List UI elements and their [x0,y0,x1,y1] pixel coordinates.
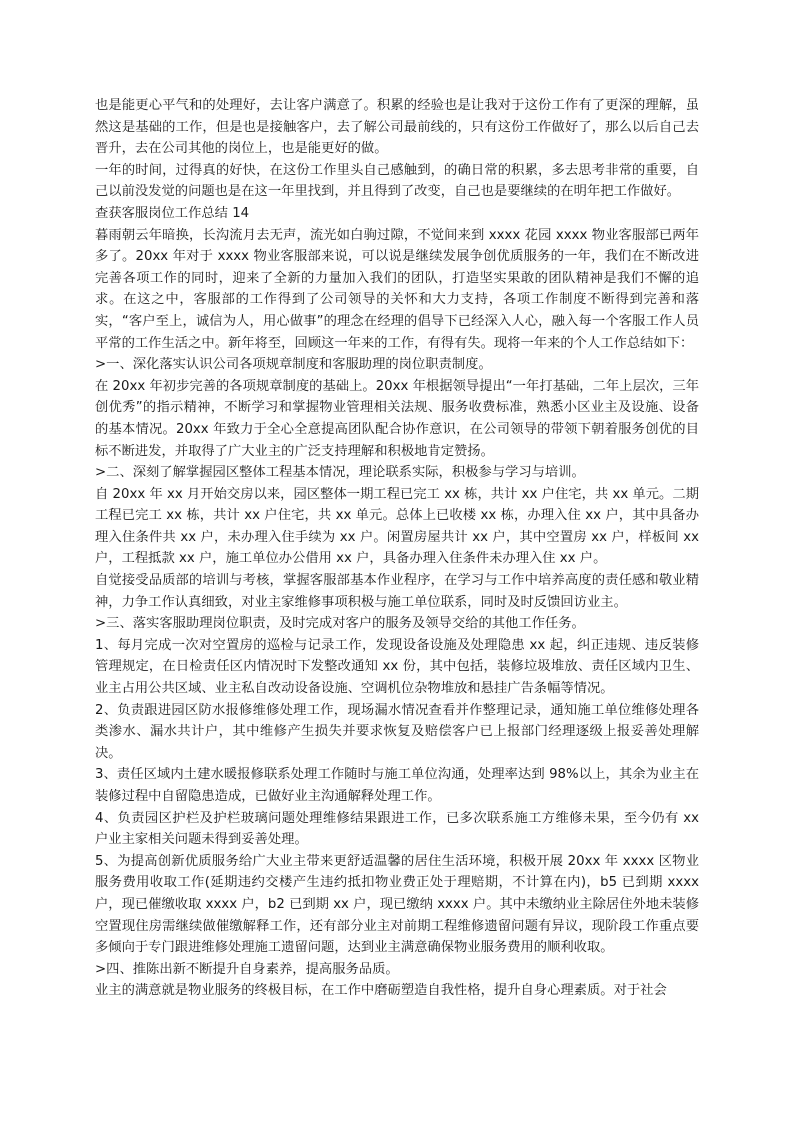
heading-part-1: >一、深化落实认识公司各项规章制度和客服助理的岗位职责制度。 [95,357,492,373]
heading-part-3: >三、落实客服助理岗位职责，及时完成对客户的服务及领导交给的其他工作任务。 [95,616,585,632]
list-item-2: 2、负责跟进园区防水报修维修处理工作，现场漏水情况查看并作整理记录，通知施工单位维修处理各类渗水、漏水共计户，其中维修产生损失并要求恢复及赔偿客户已上报部门经理逐级上报妥善处理解决。 [95,702,699,761]
list-item-4: 4、负责园区护栏及护栏玻璃问题处理维修结果跟进工作，已多次联系施工方维修未果，至今仍有 xx 户业主家相关问题未得到妥善处理。 [95,810,699,848]
list-item-5: 5、为提高创新优质服务给广大业主带来更舒适温馨的居住生活环境，积极开展 20xx 年 xxxx 区物业服务费用收取工作(延期违约交楼产生违约抵扣物业费正处于理赔期，不计算在内)，b5 已到期 xxxx 户，现已催缴收取 xxxx 户，b2 已到期 xx 户，现已缴纳 xxxx 户。其中未缴纳业主除居住外地未装修空置现住房需继续做催缴解释工作，还有部分业主对前期工程维修遗留问题有异议，现阶段工作重点要多倾向于专门跟进维修处理施工遗留问题，达到业主满意确保物业服务费用的顺利收取。 [95,853,699,956]
paragraph-2: 一年的时间，过得真的好快，在这份工作里头自己感触到，的确日常的积累，多去思考非常的重要，自己以前没发觉的问题也是在这一年里找到，并且得到了改变，自己也是要继续的在明年把工作做好。 [95,162,699,200]
paragraph-part-2a: 自 20xx 年 xx 月开始交房以来，园区整体一期工程已完工 xx 栋，共计 xx 户住宅，共 xx 单元。二期工程已完工 xx 栋，共计 xx 户住宅，共 xx 单元。总体上已收楼 xx 栋，办理入住 xx 户，其中具备办理入住条件共 xx 户，未办理入住手续为 xx 户。闲置房屋共计 xx 户，其中空置房 xx 户，样板间 xx 户，工程抵款 xx 户，施工单位办公借用 xx 户，具备办理入住条件未办理入住 xx 户。 [95,486,699,567]
heading-part-2: >二、深刻了解掌握园区整体工程基本情况，理论联系实际，积极参与学习与培训。 [95,465,585,481]
heading-part-4: >四、推陈出新不断提升自身素养，提高服务品质。 [95,961,399,977]
paragraph-part-1: 在 20xx 年初步完善的各项规章制度的基础上。20xx 年根据领导提出“一年打基础，二年上层次，三年创优秀”的指示精神，不断学习和掌握物业管理相关法规、服务收费标准，熟悉小区业主及设施、设备的基本情况。20xx 年致力于全心全意提高团队配合协作意识，在公司领导的带领下朝着服务创优的目标不断进发，并取得了广大业主的广泛支持理解和积极地肯定赞扬。 [95,378,699,459]
paragraph-intro: 暮雨朝云年暗换，长沟流月去无声，流光如白驹过隙，不觉间来到 xxxx 花园 xxxx 物业客服部已两年多了。20xx 年对于 xxxx 物业客服部来说，可以说是继续发展争创优质服务的一年，我们在不断改进完善各项工作的同时，迎来了全新的力量加入我们的团队，打造坚实果敢的团队精神是我们不懈的追求。在这之中，客服部的工作得到了公司领导的关怀和大力支持，各项工作制度不断得到完善和落实，“客户至上，诚信为人，用心做事”的理念在经理的倡导下已经深入人心，融入每一个客服工作人员平常的工作生活之中。新年将至，回顾这一年来的工作，有得有失。现将一年来的个人工作总结如下： [95,227,699,351]
section-heading: 查获客服岗位工作总结 14 [95,205,250,221]
paragraph-part-4: 业主的满意就是物业服务的终极目标，在工作中磨砺塑造自我性格，提升自身心理素质。对于社会 [95,983,667,999]
paragraph-part-2b: 自觉接受品质部的培训与考核，掌握客服部基本作业程序，在学习与工作中培养高度的责任感和敬业精神，力争工作认真细致，对业主家维修事项积极与施工单位联系，同时及时反馈回访业主。 [95,573,699,610]
list-item-3: 3、责任区域内土建水暖报修联系处理工作随时与施工单位沟通，处理率达到 98%以上，其余为业主在装修过程中自留隐患造成，已做好业主沟通解释处理工作。 [95,767,699,804]
list-item-1: 1、每月完成一次对空置房的巡检与记录工作，发现设备设施及处理隐患 xx 起，纠正违规、违反装修管理规定，在日检责任区内情况时下发整改通知 xx 份，其中包括，装修垃圾堆放、责任区域内卫生、业主占用公共区域、业主私自改动设备设施、空调机位杂物堆放和悬挂广告条幅等情况。 [95,637,699,697]
paragraph-1: 也是能更心平气和的处理好，去让客户满意了。积累的经验也是让我对于这份工作有了更深的理解，虽然这是基础的工作，但是也是接触客户，去了解公司最前线的，只有这份工作做好了，那么以后自己去晋升，去在公司其他的岗位上，也是能更好的做。 [95,98,699,157]
